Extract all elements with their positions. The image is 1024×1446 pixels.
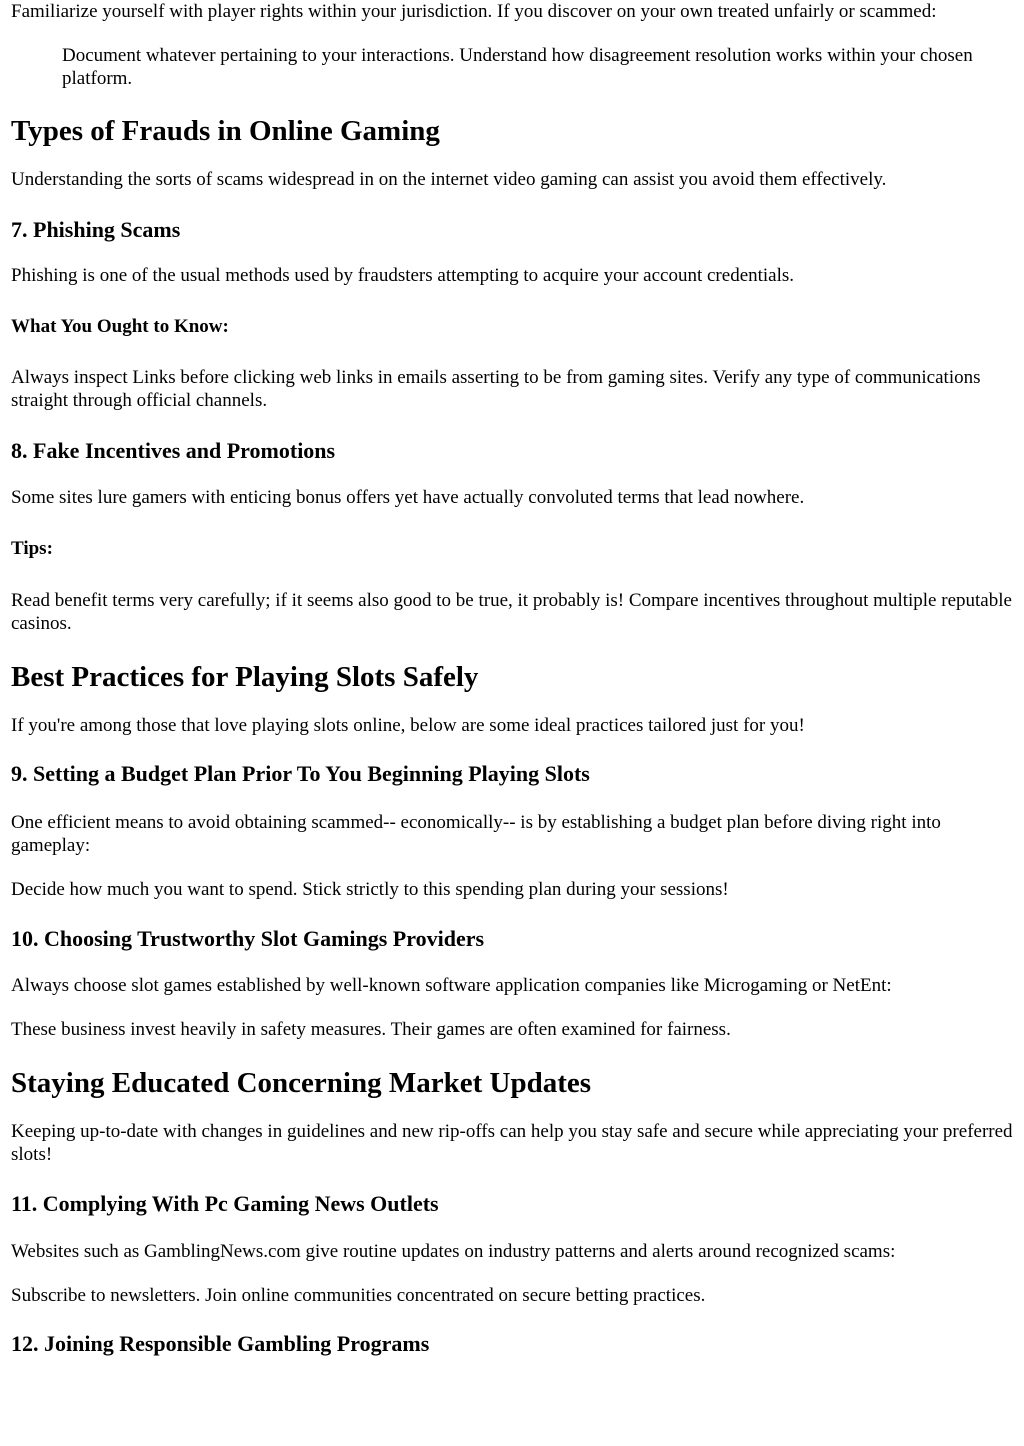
budget-paragraph-2: Decide how much you want to spend. Stick strictly to this spending plan during your sessions!: [11, 879, 729, 900]
phishing-heading: 7. Phishing Scams: [11, 217, 181, 242]
updates-heading: Staying Educated Concerning Market Updates: [11, 1067, 592, 1099]
intro-quote: Document whatever pertaining to your interactions. Understand how disagreement resolution works within your chosen platform.: [62, 45, 973, 89]
budget-paragraph-1: One efficient means to avoid obtaining scammed-- economically-- is by establishing a budget plan before diving right into gameplay:: [11, 812, 941, 856]
frauds-heading: Types of Frauds in Online Gaming: [11, 115, 440, 147]
phishing-subheading: What You Ought to Know:: [11, 316, 229, 337]
fake-incentives-tip: Read benefit terms very carefully; if it seems also good to be true, it probably is! Compare incentives throughout multiple reputable casinos.: [11, 590, 1012, 634]
phishing-tip: Always inspect Links before clicking web links in emails asserting to be from gaming sites. Verify any type of communications straight through official channels.: [11, 367, 981, 411]
phishing-paragraph: Phishing is one of the usual methods used by fraudsters attempting to acquire your account credentials.: [11, 265, 795, 286]
providers-paragraph-1: Always choose slot games established by well-known software application companies like Microgaming or NetEnt:: [11, 975, 892, 996]
slots-heading: Best Practices for Playing Slots Safely: [11, 661, 479, 693]
frauds-paragraph: Understanding the sorts of scams widespread in on the internet video gaming can assist you avoid them effectively.: [11, 169, 887, 190]
updates-paragraph: Keeping up-to-date with changes in guidelines and new rip-offs can help you stay safe and secure while appreciating your preferred slots!: [11, 1121, 1013, 1165]
fake-incentives-heading: 8. Fake Incentives and Promotions: [11, 438, 336, 463]
news-paragraph-2: Subscribe to newsletters. Join online communities concentrated on secure betting practices.: [11, 1285, 706, 1306]
slots-paragraph: If you're among those that love playing slots online, below are some ideal practices tailored just for you!: [11, 715, 805, 736]
providers-heading: 10. Choosing Trustworthy Slot Gamings Providers: [11, 926, 485, 951]
news-paragraph-1: Websites such as GamblingNews.com give routine updates on industry patterns and alerts around recognized scams:: [11, 1241, 896, 1262]
intro-paragraph: Familiarize yourself with player rights within your jurisdiction. If you discover on your own treated unfairly or scammed:: [11, 1, 937, 22]
providers-paragraph-2: These business invest heavily in safety measures. Their games are often examined for fairness.: [11, 1019, 731, 1040]
responsible-heading: 12. Joining Responsible Gambling Programs: [11, 1331, 430, 1356]
fake-incentives-paragraph: Some sites lure gamers with enticing bonus offers yet have actually convoluted terms that lead nowhere.: [11, 487, 805, 508]
news-heading: 11. Complying With Pc Gaming News Outlets: [11, 1191, 439, 1216]
fake-incentives-subheading: Tips:: [11, 538, 53, 559]
budget-heading: 9. Setting a Budget Plan Prior To You Beginning Playing Slots: [11, 761, 590, 786]
